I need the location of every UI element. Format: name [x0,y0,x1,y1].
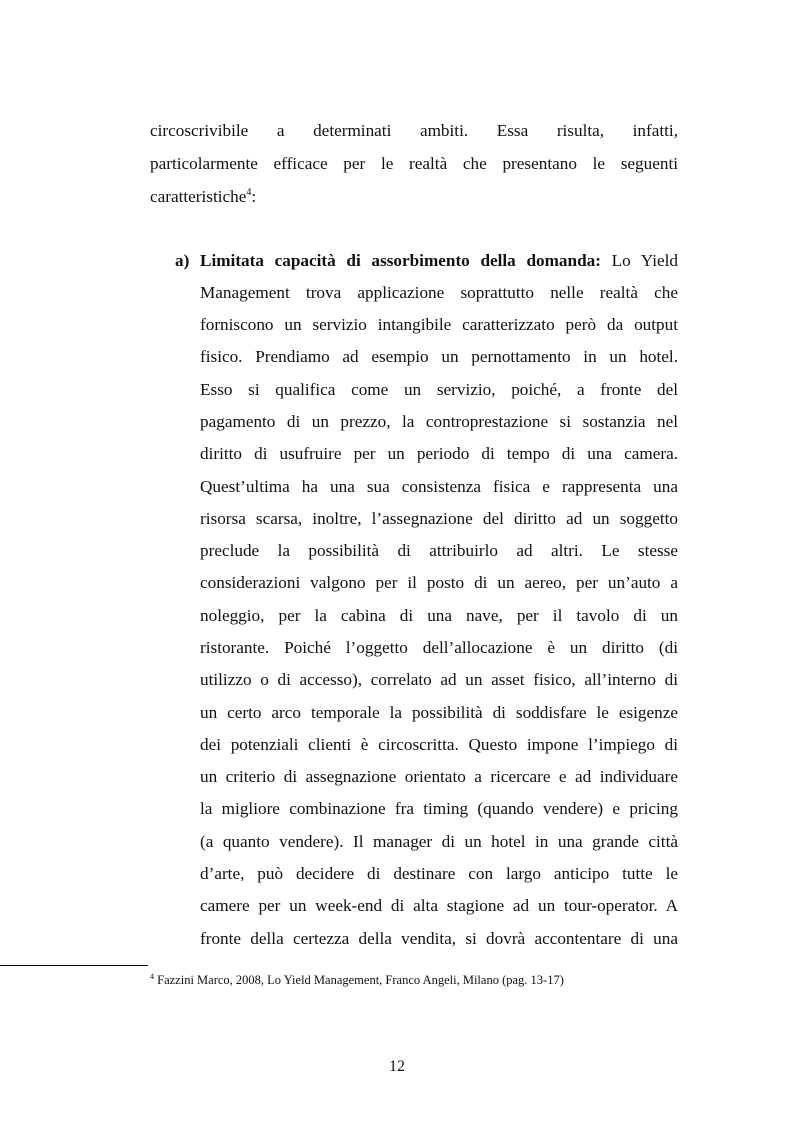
list-item-line: ristorante. Poiché l’oggetto dell’allocazione è un diritto (di [200,638,678,657]
intro-line-3-text: caratteristiche [150,187,247,206]
list-item-line: considerazioni valgono per il posto di un aereo, per un’auto a [200,573,678,592]
footnote [150,972,564,988]
list-item-a-heading: Limitata capacità di assorbimento della domanda: [200,251,601,270]
list-item-line: d’arte, può decidere di destinare con largo anticipo tutte le [200,864,678,883]
list-item-line: la migliore combinazione fra timing (quando vendere) e pricing [200,799,678,818]
footnote-number: 4 [150,972,154,981]
intro-line-3-end: : [251,187,257,206]
list-item-line: forniscono un servizio intangibile caratterizzato però da output [200,315,678,334]
page-number: 12 [389,1058,405,1075]
list-item-line: camere per un week-end di alta stagione ad un tour-operator. A [200,896,678,915]
list-item-a-first-line [200,251,678,271]
list-item-line: preclude la possibilità di attribuirlo ad altri. Le stesse [200,541,678,560]
intro-line-3 [150,187,678,207]
list-item-a-lead: Lo Yield [611,251,679,270]
list-item-line: noleggio, per la cabina di una nave, per il tavolo di un [200,606,678,625]
list-item-line: risorsa scarsa, inoltre, l’assegnazione del diritto ad un soggetto [200,509,678,528]
list-item-line: utilizzo o di accesso), correlato ad un asset fisico, all’interno di [200,670,678,689]
footnote-text: Fazzini Marco, 2008, Lo Yield Management, Franco Angeli, Milano (pag. 13-17) [157,973,564,987]
list-marker-a: a) [175,251,190,270]
list-item-line: Quest’ultima ha una sua consistenza fisica e rappresenta una [200,477,678,496]
footnote-reference[interactable]: 4 [246,187,252,198]
intro-line-1: circoscrivibile a determinati ambiti. Essa risulta, infatti, [150,121,678,140]
intro-line-2: particolarmente efficace per le realtà che presentano le seguenti [150,154,678,173]
list-item-line: fisico. Prendiamo ad esempio un pernottamento in un hotel. [200,347,678,366]
footnote-separator [0,965,148,966]
list-item-line: un certo arco temporale la possibilità di soddisfare le esigenze [200,703,678,722]
list-item-line: diritto di usufruire per un periodo di tempo di una camera. [200,444,678,463]
list-item-line: pagamento di un prezzo, la controprestazione si sostanzia nel [200,412,678,431]
list-item-line: Management trova applicazione soprattutto nelle realtà che [200,283,678,302]
list-item-line: fronte della certezza della vendita, si dovrà accontentare di una [200,929,678,948]
list-item-line: Esso si qualifica come un servizio, poiché, a fronte del [200,380,678,399]
list-item-line: un criterio di assegnazione orientato a ricercare e ad individuare [200,767,678,786]
list-item-line: dei potenziali clienti è circoscritta. Questo impone l’impiego di [200,735,678,754]
list-item-line: (a quanto vendere). Il manager di un hotel in una grande città [200,832,678,851]
